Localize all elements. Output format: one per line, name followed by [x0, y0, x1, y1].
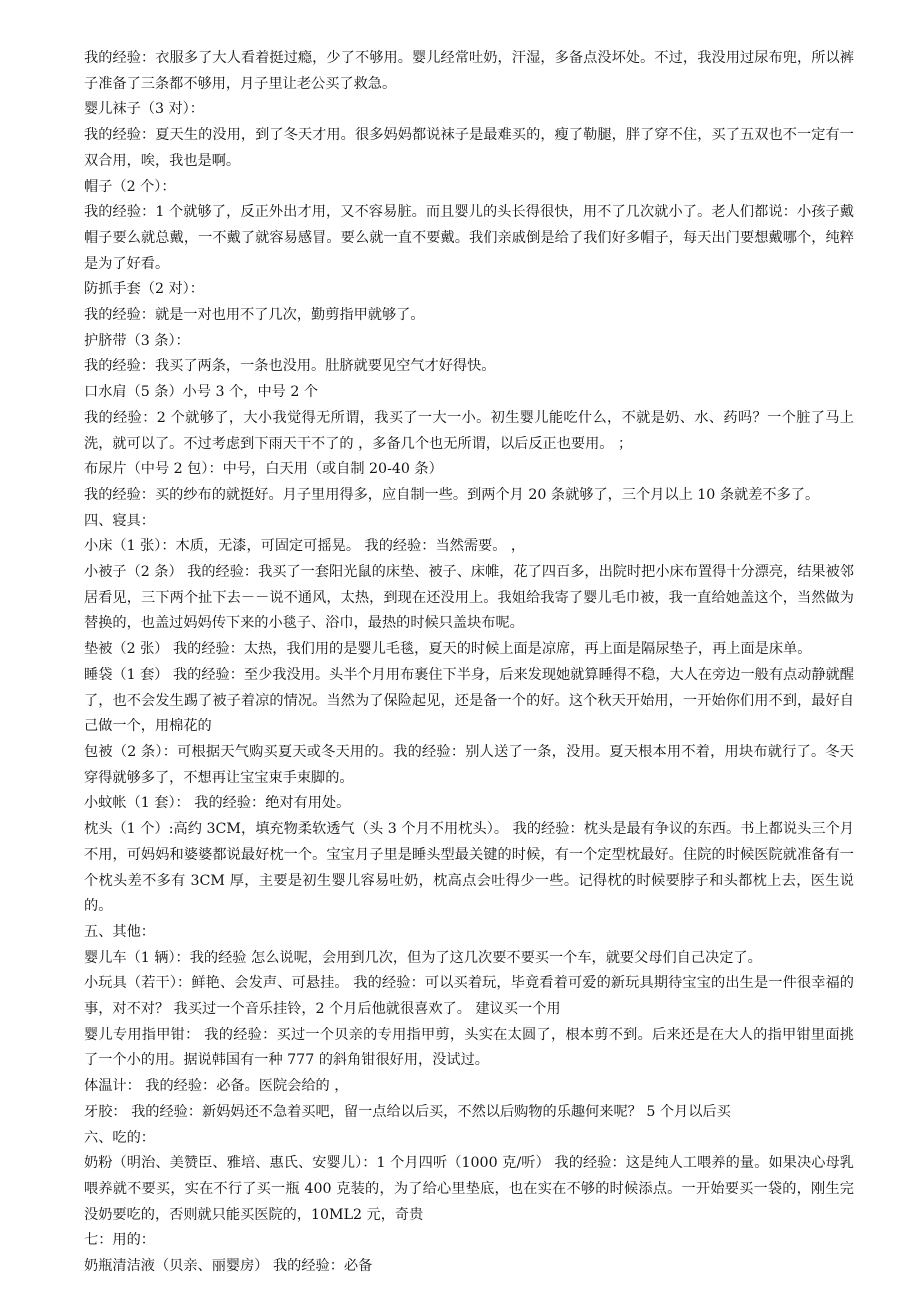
- paragraph-mattress: 垫被（2 张） 我的经验：太热，我们用的是婴儿毛毯，夏天的时候上面是凉席，再上面是隔尿垫子，再上面是床单。: [84, 641, 812, 658]
- paragraph-formula: 奶粉（明治、美赞臣、雅培、惠氏、安婴儿）：1 个月四听（1000 克/听） 我的经验：这是纯人工喂养的量。如果决心母乳喂养就不要买，实在不行了买一瓶 400 克装的，为了给心里垫底，也在实在不够的时候添点。一开始要买一袋的，刚生完没奶要吃的，否则就只能买医院的，10ML2 元，奇贵: [84, 1155, 854, 1223]
- paragraph-teether: 牙胶： 我的经验：新妈妈还不急着买吧，留一点给以后买，不然以后购物的乐趣何来呢？ 5 个月以后买: [84, 1103, 731, 1120]
- document-page: [84, 46, 854, 1280]
- paragraph-pillow: 枕头（1 个）:高约 3CM，填充物柔软透气（头 3 个月不用枕头）。 我的经验：枕头是最有争议的东西。书上都说头三个月不用，可妈妈和婆婆都说最好枕一个。宝宝月子里是睡头型最关键的时候，有一个定型枕最好。住院的时候医院就准备有一个枕头差不多有 3CM 厚，主要是初生婴儿容易吐奶，枕高点会吐得少一些。记得枕的时候要脖子和头都枕上去，医生说的。: [84, 821, 854, 915]
- heading-bib: 口水肩（5 条）小号 3 个，中号 2 个: [84, 384, 319, 401]
- heading-cloth-diaper: 布尿片（中号 2 包）：中号，白天用（或自制 20-40 条）: [84, 461, 443, 478]
- paragraph-socks-experience: 我的经验：夏天生的没用，到了冬天才用。很多妈妈都说袜子是最难买的，瘦了勒腿，胖了穿不住，买了五双也不一定有一双合用，唉，我也是啊。: [84, 127, 854, 169]
- paragraph-crib: 小床（1 张）：木质，无漆，可固定可摇晃。 我的经验：当然需要。 ，: [84, 538, 526, 555]
- paragraph-diaper-experience: 我的经验：买的纱布的就挺好。月子里用得多，应自制一些。到两个月 20 条就够了，三个月以上 10 条就差不多了。: [84, 486, 820, 503]
- section-heading-bedding: 四、寝具：: [84, 512, 155, 529]
- paragraph-hat-experience: 我的经验：1 个就够了，反正外出才用，又不容易脏。而且婴儿的头长得很快，用不了几次就小了。老人们都说：小孩子戴帽子要么就总戴，一不戴了就容易感冒。要么就一直不要戴。我们亲戚倒是给了我们好多帽子，每天出门要想戴哪个，纯粹是为了好看。: [84, 204, 854, 272]
- paragraph-bib-experience: 我的经验：2 个就够了，大小我觉得无所谓，我买了一大一小。初生婴儿能吃什么，不就是奶、水、药吗？一个脏了马上洗，就可以了。不过考虑到下雨天干不了的 ，多备几个也无所谓，以后反正也要用。 ；: [84, 409, 854, 452]
- heading-hat: 帽子（2 个）：: [84, 178, 176, 195]
- paragraph-sleeping-bag: 睡袋（1 套） 我的经验：至少我没用。头半个月用布裹住下半身，后来发现她就算睡得不稳，大人在旁边一般有点动静就醒了，也不会发生踢了被子着凉的情况。当然为了保险起见，还是备一个的好。这个秋天开始用，一开始你们用不到，最好自己做一个，用棉花的: [84, 666, 854, 735]
- section-heading-supplies: 七：用的：: [84, 1232, 155, 1249]
- paragraph-gloves-experience: 我的经验：就是一对也用不了几次，勤剪指甲就够了。: [84, 307, 425, 324]
- paragraph-bottle-cleanser: 奶瓶清洁液（贝亲、丽婴房） 我的经验：必备: [84, 1258, 373, 1275]
- heading-baby-socks: 婴儿袜子（3 对）：: [84, 101, 204, 118]
- paragraph-stroller: 婴儿车（1 辆）：我的经验 怎么说呢，会用到几次，但为了这几次要不要买一个车，就要父母们自己决定了。: [84, 949, 762, 966]
- paragraph-mosquito-net: 小蚊帐（1 套）： 我的经验：绝对有用处。: [84, 795, 351, 812]
- section-heading-other: 五、其他：: [84, 923, 155, 940]
- section-heading-food: 六、吃的：: [84, 1129, 155, 1146]
- paragraph-toys: 小玩具（若干）：鲜艳、会发声、可悬挂。 我的经验：可以买着玩，毕竟看着可爱的新玩具期待宝宝的出生是一件很幸福的事，对不对？ 我买过一个音乐挂铃，2 个月后他就很喜欢了。 建议买一个用: [84, 975, 854, 1018]
- paragraph-thermometer: 体温计： 我的经验：必备。医院会给的 ，: [84, 1078, 349, 1095]
- paragraph-swaddle: 包被（2 条）：可根据天气购买夏天或冬天用的。我的经验：别人送了一条，没用。夏天根本用不着，用块布就行了。冬天穿得就够多了，不想再让宝宝束手束脚的。: [84, 743, 854, 786]
- paragraph-nail-clipper: 婴儿专用指甲钳： 我的经验：买过一个贝亲的专用指甲剪，头实在太圆了，根本剪不到。后来还是在大人的指甲钳里面挑了一个小的用。据说韩国有一种 777 的斜角钳很好用，没试过。: [84, 1026, 854, 1069]
- paragraph-quilt: 小被子（2 条） 我的经验：我买了一套阳光鼠的床垫、被子、床帷，花了四百多，出院时把小床布置得十分漂亮，结果被邻居看见，三下两个扯下去－－说不通风，太热，到现在还没用上。我姐给我寄了婴儿毛巾被，我一直给她盖这个，当然做为替换的，也盖过妈妈传下来的小毯子、浴巾，最热的时候只盖块布呢。: [84, 564, 854, 632]
- heading-anti-scratch-gloves: 防抓手套（2 对）：: [84, 281, 204, 298]
- paragraph-navel-belt-experience: 我的经验：我买了两条，一条也没用。肚脐就要见空气才好得快。: [84, 358, 496, 375]
- heading-navel-belt: 护脐带（3 条）：: [84, 332, 190, 349]
- paragraph-clothes-experience: 我的经验：衣服多了大人看着挺过瘾，少了不够用。婴儿经常吐奶，汗湿，多备点没坏处。不过，我没用过尿布兜，所以裤子准备了三条都不够用，月子里让老公买了救急。: [84, 50, 854, 92]
